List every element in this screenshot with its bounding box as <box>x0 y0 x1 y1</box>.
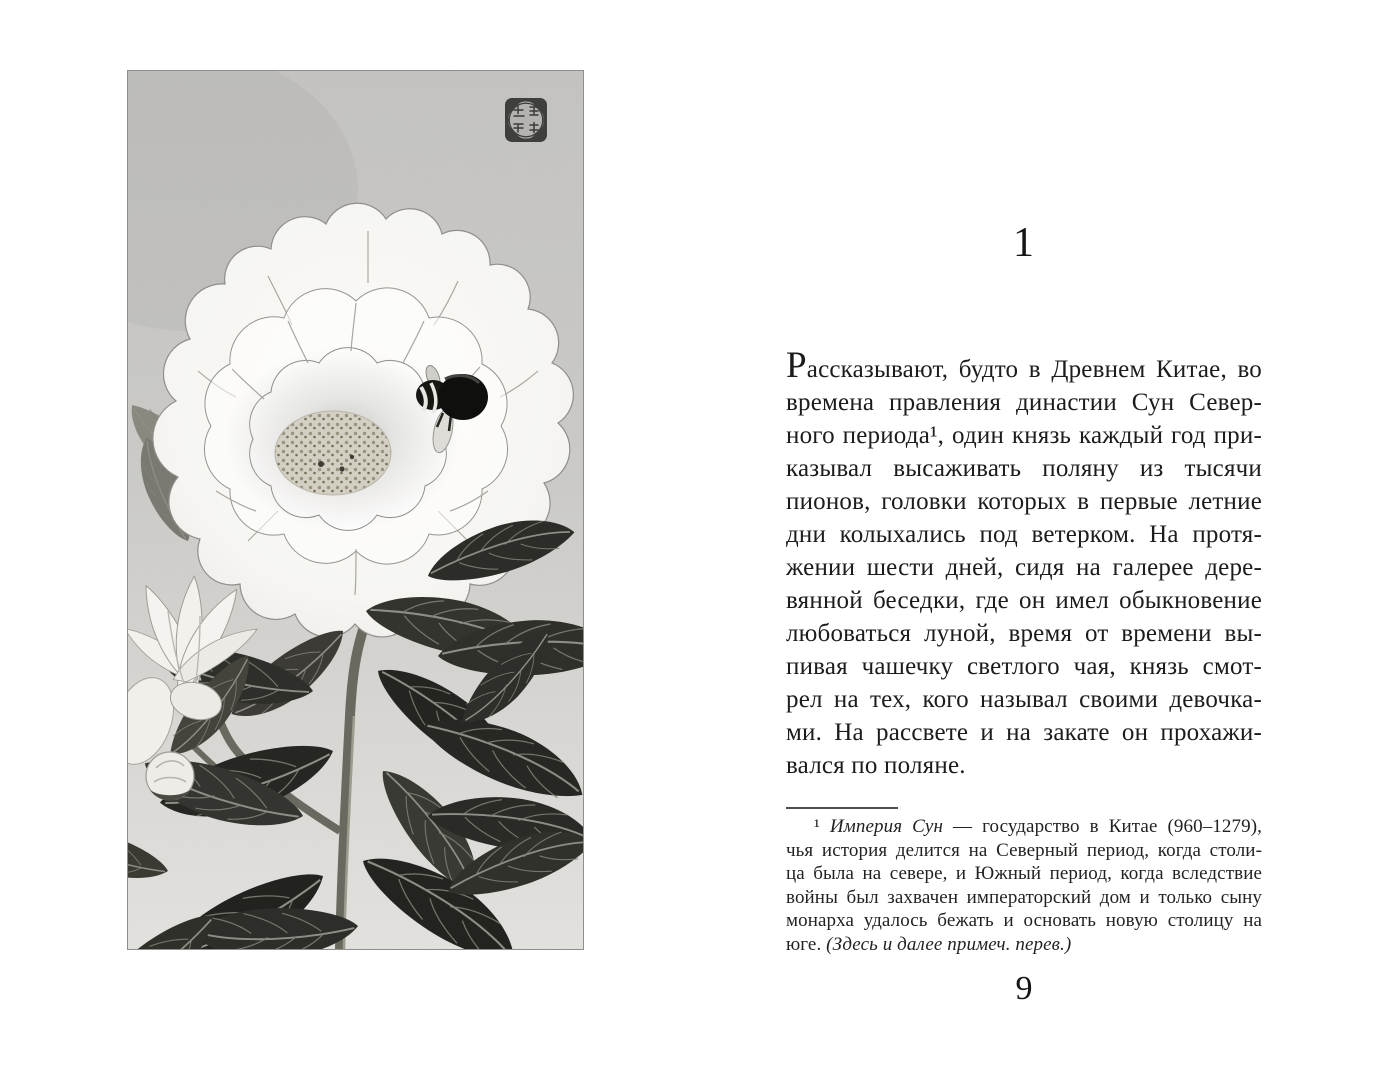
footnote-divider <box>786 807 898 809</box>
body-line: дни колыхались под ветерком. На протя- <box>786 521 1262 548</box>
chapter-body <box>786 345 1262 782</box>
footnote-line: монарха удалось бежать и основать новую столицу на <box>786 910 1262 931</box>
body-line: пивая чашечку светлого чая, князь смот- <box>786 653 1262 680</box>
peony-artwork <box>128 71 583 949</box>
footnote-translator-note: (Здесь и далее примеч. перев.) <box>826 933 1072 955</box>
footnote-line: войны был захвачен императорский дом и только сыну <box>786 886 1262 908</box>
body-line: пионов, головки которых в первые летние <box>786 488 1262 515</box>
footnote-line <box>786 933 1262 957</box>
footnote <box>786 815 1262 956</box>
body-line: казывал высаживать поляну из тысячи <box>786 455 1262 482</box>
footnote-marker: ¹ <box>814 816 830 837</box>
footnote-term: Империя Сун <box>829 816 943 837</box>
body-line: вался по поляне. <box>786 752 966 779</box>
peony-illustration <box>127 70 584 950</box>
body-line: любоваться луной, время от времени вы- <box>786 620 1262 647</box>
footnote-line: чья история делится на Северный период, когда столи- <box>786 839 1262 861</box>
body-line: ми. На рассвете и на закате он прохажи- <box>786 719 1262 746</box>
body-line: рел на тех, кого называл своими девочка- <box>786 686 1262 713</box>
body-line-text: ассказывают, будто в Древнем Китае, во <box>806 356 1262 383</box>
body-line: ного периода¹, один князь каждый год при- <box>786 422 1262 449</box>
footnote-line <box>786 815 1262 839</box>
page-number: 9 <box>1015 970 1033 1007</box>
body-line: жении шести дней, сидя на галерее дере- <box>786 554 1262 581</box>
body-line: времена правления династии Сун Север- <box>786 389 1262 416</box>
footnote-line: ца была на севере, и Южный период, когда вследствие <box>786 863 1262 884</box>
body-line: вянной беседки, где он имел обыкновение <box>786 587 1262 614</box>
body-line <box>786 345 1262 386</box>
chapter-number: 1 <box>1013 220 1035 266</box>
lead-initial: Р <box>786 345 807 386</box>
footnote-line-text: — государство в Китае (960–1279), <box>942 816 1262 837</box>
footnote-line-text: юге. <box>786 933 827 955</box>
artist-seal-stamp <box>505 98 547 142</box>
